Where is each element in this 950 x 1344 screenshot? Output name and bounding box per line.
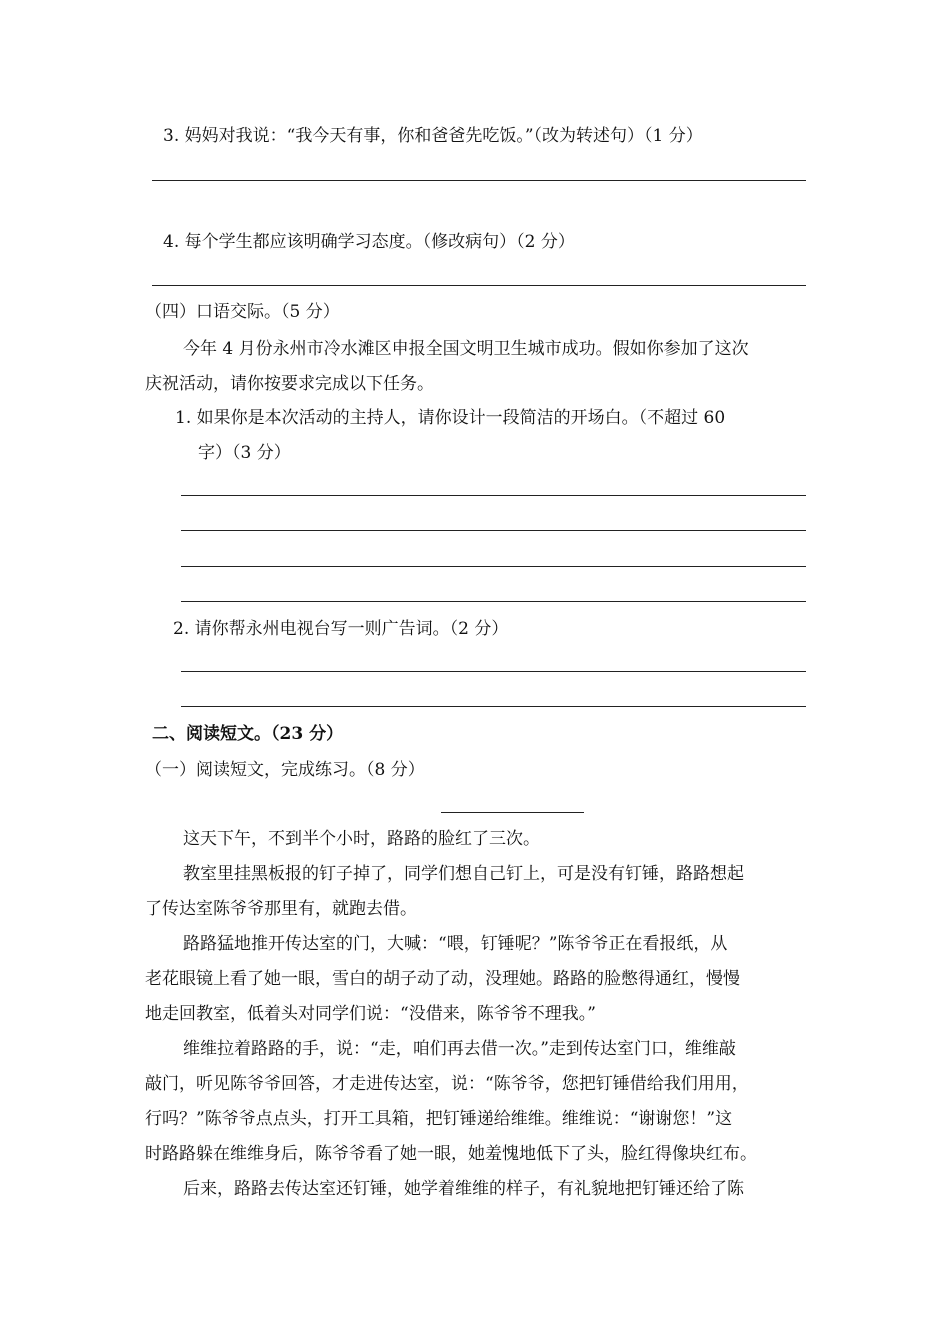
answer-line-q3[interactable] (152, 180, 806, 181)
passage-line: 后来，路路去传达室还钉锤，她学着维维的样子，有礼貌地把钉锤还给了陈 (183, 1179, 744, 1199)
answer-line-q4[interactable] (152, 285, 806, 286)
passage-line: 地走回教室，低着头对同学们说：“没借来，陈爷爷不理我。” (145, 1004, 596, 1024)
section-2-heading: 二、阅读短文。（23 分） (152, 724, 344, 744)
oral-intro-line-1: 今年 4 月份永州市冷水滩区申报全国文明卫生城市成功。假如你参加了这次 (183, 339, 749, 359)
answer-line-task1-2[interactable] (181, 530, 806, 531)
answer-line-task1-3[interactable] (181, 566, 806, 567)
passage-line: 教室里挂黑板报的钉子掉了，同学们想自己钉上，可是没有钉锤，路路想起 (183, 864, 744, 884)
passage-line: 敲门，听见陈爷爷回答，才走进传达室，说：“陈爷爷，您把钉锤借给我们用用， (145, 1074, 749, 1094)
passage-line: 维维拉着路路的手，说：“走，咱们再去借一次。”走到传达室门口，维维敲 (183, 1039, 736, 1059)
answer-line-task2-1[interactable] (181, 671, 806, 672)
oral-intro-line-2: 庆祝活动，请你按要求完成以下任务。 (145, 374, 434, 394)
section-2-subheading: （一）阅读短文，完成练习。（8 分） (145, 760, 425, 780)
question-3: 3. 妈妈对我说：“我今天有事，你和爸爸先吃饭。”（改为转述句）（1 分） (163, 126, 703, 146)
passage-line: 路路猛地推开传达室的门，大喊：“喂，钉锤呢？”陈爷爷正在看报纸，从 (183, 934, 728, 954)
passage-line: 行吗？”陈爷爷点点头，打开工具箱，把钉锤递给维维。维维说：“谢谢您！”这 (145, 1109, 733, 1129)
answer-line-task1-1[interactable] (181, 495, 806, 496)
passage-line: 了传达室陈爷爷那里有，就跑去借。 (145, 899, 417, 919)
answer-line-task2-2[interactable] (181, 706, 806, 707)
question-4: 4. 每个学生都应该明确学习态度。（修改病句）（2 分） (163, 232, 575, 252)
passage-line: 时路路躲在维维身后，陈爷爷看了她一眼，她羞愧地低下了头，脸红得像块红布。 (145, 1144, 757, 1164)
oral-task-2: 2. 请你帮永州电视台写一则广告词。（2 分） (173, 619, 509, 639)
oral-task-1: 1. 如果你是本次活动的主持人，请你设计一段简洁的开场白。（不超过 60 (175, 408, 726, 428)
passage-line: 这天下午，不到半个小时，路路的脸红了三次。 (183, 829, 540, 849)
oral-task-1-cont: 字）（3 分） (198, 443, 291, 463)
answer-line-task1-4[interactable] (181, 601, 806, 602)
title-blank-line[interactable] (441, 812, 584, 813)
passage-line: 老花眼镜上看了她一眼，雪白的胡子动了动，没理她。路路的脸憋得通红，慢慢 (145, 969, 740, 989)
oral-heading: （四）口语交际。（5 分） (145, 302, 340, 322)
